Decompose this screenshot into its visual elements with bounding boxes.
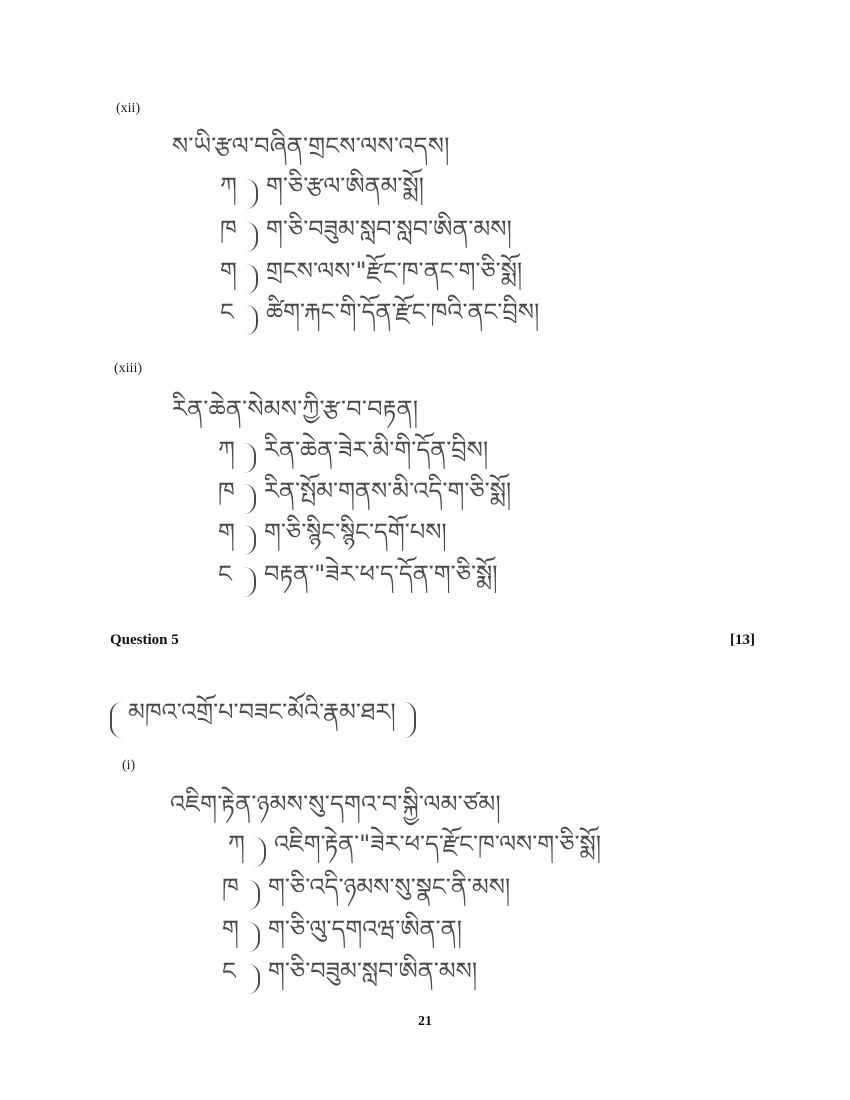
option-letter: ང bbox=[222, 957, 236, 985]
question-text: ས་ཡི་རྩལ་བཞིན་གྲངས་ལས་འདས། bbox=[172, 132, 450, 160]
option-letter: ག bbox=[220, 257, 237, 285]
question-number: (xiii) bbox=[114, 361, 142, 376]
option-letter: ཀ bbox=[228, 830, 245, 858]
option-text: རིན་སྤོམ་གནས་མི་འདི་ག་ཅི་སྨོ། bbox=[264, 477, 512, 505]
option-brace bbox=[248, 964, 260, 994]
option-text: ག་ཅི་བཟུམ་སླབ་སླབ་ཨིན་མས། bbox=[266, 215, 512, 243]
section-title-text: མཁའ་འགྲོ་པ་བཟང་མོའི་རྣམ་ཐར། bbox=[128, 698, 396, 726]
option-letter: ཁ bbox=[222, 873, 239, 901]
question-number: (xii) bbox=[116, 101, 141, 116]
option-text: ག་ཅི་བཟུམ་སླབ་ཨིན་མས། bbox=[268, 957, 478, 985]
option-row bbox=[220, 286, 539, 353]
option-text: འཇིག་རྟེན་"ཟེར་ཕ་ད་རྫོང་ཁ་ལས་ག་ཅི་སྨོ། bbox=[274, 830, 602, 858]
question-number: (i) bbox=[122, 758, 136, 773]
option-text: ག་ཅི་སྙིང་སྙིང་དགོ་པས། bbox=[264, 518, 447, 546]
option-brace bbox=[246, 305, 258, 335]
close-bracket bbox=[404, 702, 416, 738]
option-letter: ག bbox=[222, 915, 239, 943]
page-number: 21 bbox=[418, 1014, 432, 1029]
section-title bbox=[110, 686, 416, 753]
option-text: བརྟན་"ཟེར་ཕ་ད་དོན་ག་ཅི་སྨོ། bbox=[264, 560, 498, 588]
question-heading: Question 5 bbox=[110, 632, 179, 648]
option-letter: ཁ bbox=[220, 215, 237, 243]
option-letter: ང bbox=[218, 560, 232, 588]
option-letter: ག bbox=[218, 518, 235, 546]
option-text: ག་ཅི་རྩལ་ཨིནམ་སྨོ། bbox=[266, 172, 424, 200]
option-text: ཚིག་རྐང་གི་དོན་རྫོང་ཁའི་ནང་བྲིས། bbox=[266, 298, 540, 326]
option-row bbox=[218, 548, 498, 615]
option-text: ག་ཅི་འདི་ཉམས་སུ་སྣང་ནི་མས། bbox=[268, 873, 511, 901]
option-letter: ཁ bbox=[218, 477, 235, 505]
question-marks: [13] bbox=[730, 632, 755, 648]
option-letter: ང bbox=[220, 298, 234, 326]
option-text: གྲངས་ལས་"རྫོང་ཁ་ནང་ག་ཅི་སྨོ། bbox=[266, 257, 523, 285]
option-row bbox=[222, 945, 477, 1012]
option-text: ག་ཅི་ལུ་དགའཝ་ཨིན་ན། bbox=[268, 915, 462, 943]
option-letter: ཀ bbox=[220, 172, 237, 200]
option-letter: ཀ bbox=[218, 436, 235, 464]
open-bracket bbox=[110, 702, 122, 738]
question-text: རིན་ཆེན་སེམས་ཀྱི་རྩ་བ་བརྟན། bbox=[172, 395, 419, 423]
option-text: རིན་ཆེན་ཟེར་མི་གི་དོན་བྲིས། bbox=[264, 436, 489, 464]
option-brace bbox=[244, 567, 256, 597]
question-text: འཇིག་རྟེན་ཉམས་སུ་དགའ་བ་སྐྱི་ལམ་ཙམ། bbox=[170, 790, 501, 818]
